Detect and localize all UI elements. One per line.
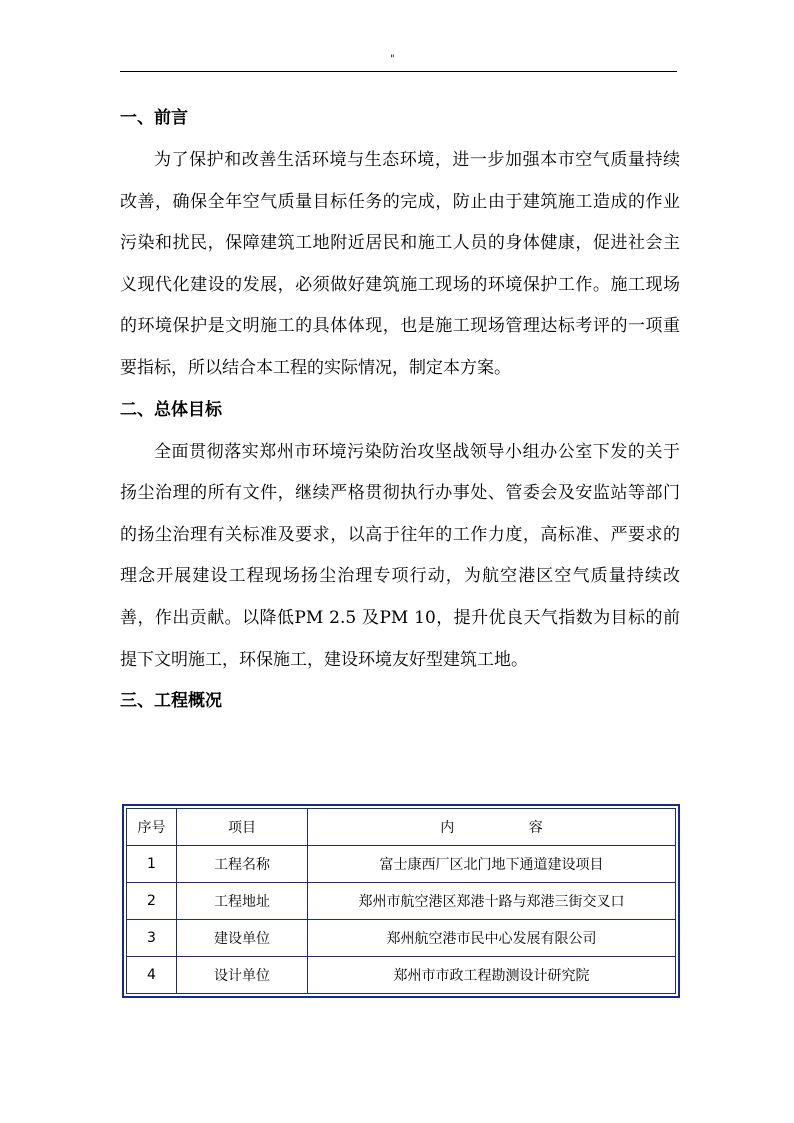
row-content: 富士康西厂区北门地下通道建设项目	[308, 846, 676, 883]
header-cell-item: 项目	[177, 809, 308, 846]
row-no: 3	[127, 920, 177, 957]
row-content: 郑州市航空港区郑港十路与郑港三街交叉口	[308, 883, 676, 920]
project-overview-table	[122, 804, 680, 998]
table-row	[127, 883, 676, 920]
row-item: 工程名称	[177, 846, 308, 883]
row-item: 工程地址	[177, 883, 308, 920]
table-row	[127, 957, 676, 994]
document-body	[120, 100, 680, 719]
table-row	[127, 920, 676, 957]
table-header-row	[127, 809, 676, 846]
row-content: 郑州市市政工程勘测设计研究院	[308, 957, 676, 994]
section-heading-preface: 一、前言	[120, 108, 188, 128]
row-no: 1	[127, 846, 177, 883]
header-rule	[120, 71, 677, 72]
section-heading-overview: 三、工程概况	[120, 691, 222, 712]
row-content: 郑州航空港市民中心发展有限公司	[308, 920, 676, 957]
header-cell-no: 序号	[127, 809, 177, 846]
header-mark: "	[390, 54, 395, 65]
section-heading-goals: 二、总体目标	[120, 399, 222, 420]
row-no: 4	[127, 957, 177, 994]
header-cell-content: 内 容	[308, 809, 676, 846]
row-no: 2	[127, 883, 177, 920]
goals-paragraph: 全面贯彻落实郑州市环境污染防治攻坚战领导小组办公室下发的关于扬尘治理的所有文件，继续严格贯彻执行办事处、管委会及安监站等部门的扬尘治理有关标准及要求，以高于往年的工作力度，高标准、严要求的理念开展建设工程现场扬尘治理专项行动，为航空港区空气质量持续改善，作出贡献。以降低PM 2.5 及PM 10，提升优良天气指数为目标的前提下文明施工，环保施工，建设环境友好型建筑工地。	[120, 441, 680, 670]
row-item: 建设单位	[177, 920, 308, 957]
row-item: 设计单位	[177, 957, 308, 994]
preface-paragraph: 为了保护和改善生活环境与生态环境，进一步加强本市空气质量持续改善，确保全年空气质量目标任务的完成，防止由于建筑施工造成的作业污染和扰民，保障建筑工地附近居民和施工人员的身体健康，促进社会主义现代化建设的发展，必须做好建筑施工现场的环境保护工作。施工现场的环境保护是文明施工的具体体现，也是施工现场管理达标考评的一项重要指标，所以结合本工程的实际情况，制定本方案。	[120, 150, 680, 378]
table-row	[127, 846, 676, 883]
